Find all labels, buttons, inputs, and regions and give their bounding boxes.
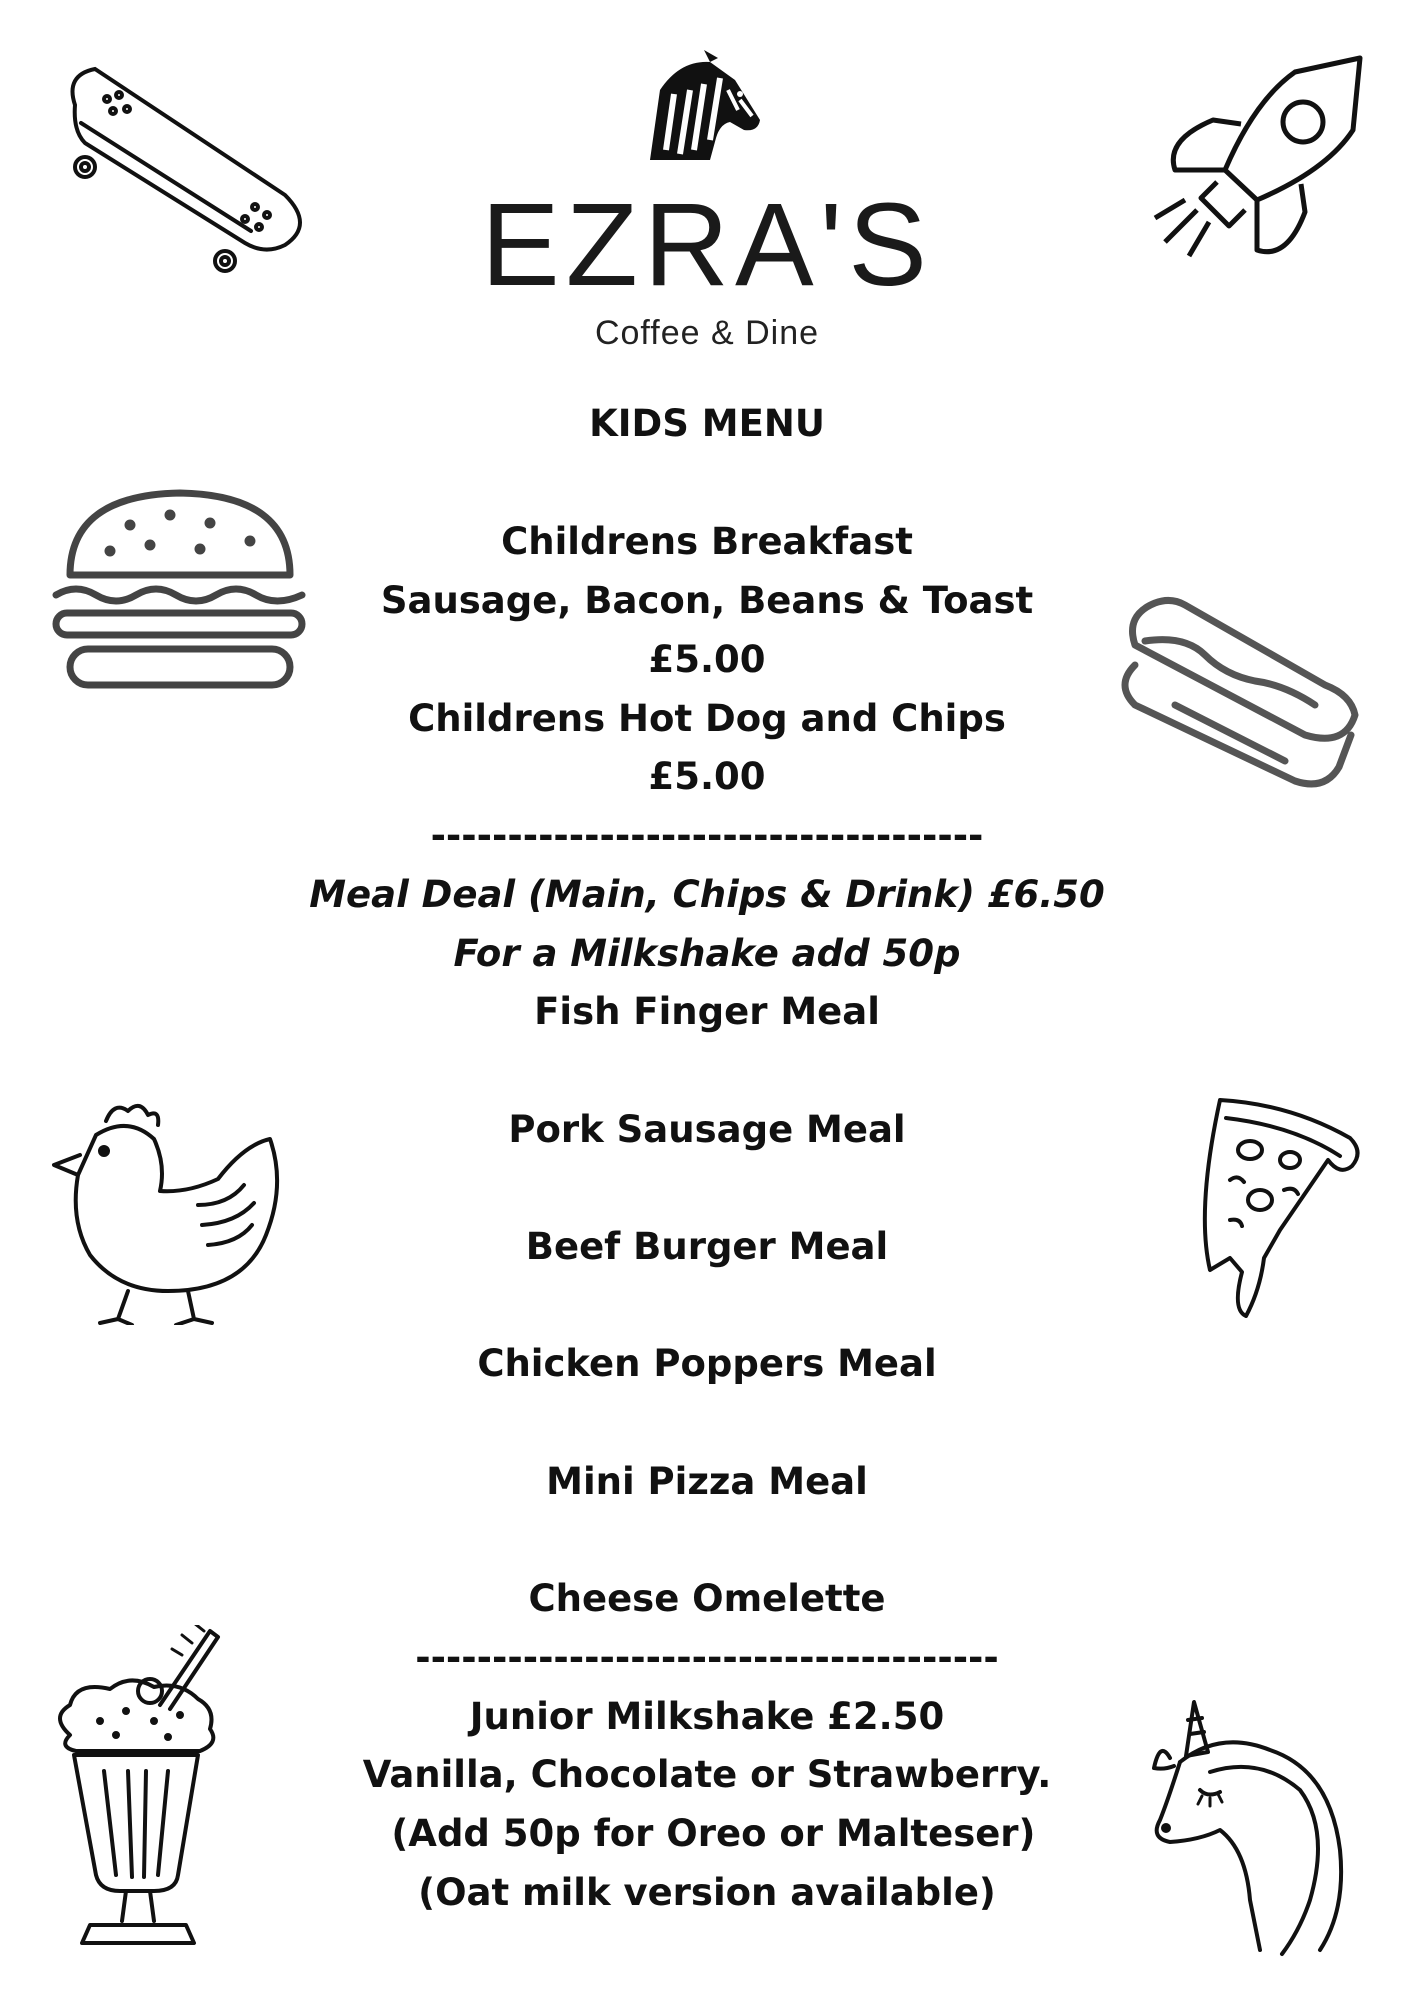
hotdog-title: Childrens Hot Dog and Chips	[408, 697, 1006, 740]
hotdog-price: £5.00	[648, 755, 766, 798]
meal-item: Fish Finger Meal	[534, 990, 880, 1033]
divider-top: ------------------------------------	[430, 814, 984, 857]
milkshake-flavours-line: Vanilla, Chocolate or Strawberry.	[362, 1753, 1052, 1796]
meal-item: Cheese Omelette	[528, 1577, 886, 1620]
meal-deal-line: Meal Deal (Main, Chips & Drink) £6.50	[309, 873, 1105, 916]
meal-item: Beef Burger Meal	[525, 1225, 889, 1268]
breakfast-title: Childrens Breakfast	[501, 520, 913, 563]
breakfast-price: £5.00	[648, 638, 766, 681]
meal-item: Chicken Poppers Meal	[477, 1342, 937, 1385]
milkshake-extra-line: (Add 50p for Oreo or Malteser)	[378, 1812, 1036, 1855]
breakfast-description: Sausage, Bacon, Beans & Toast	[380, 579, 1034, 622]
menu-heading: KIDS MENU	[589, 402, 825, 445]
zebra-logo-icon	[640, 50, 770, 170]
milkshake-oat-line: (Oat milk version available)	[418, 1871, 996, 1914]
skateboard-icon	[55, 55, 315, 275]
meal-item: Pork Sausage Meal	[508, 1108, 906, 1151]
junior-milkshake-line: Junior Milkshake £2.50	[469, 1695, 945, 1738]
brand-tagline: Coffee & Dine	[594, 314, 820, 352]
milkshake-addon-line: For a Milkshake add 50p	[453, 932, 961, 975]
divider-bottom: --------------------------------------	[415, 1636, 999, 1679]
meal-item: Mini Pizza Meal	[546, 1460, 868, 1503]
brand-title: EZRA'S	[481, 179, 933, 311]
rocket-icon	[1145, 50, 1375, 280]
